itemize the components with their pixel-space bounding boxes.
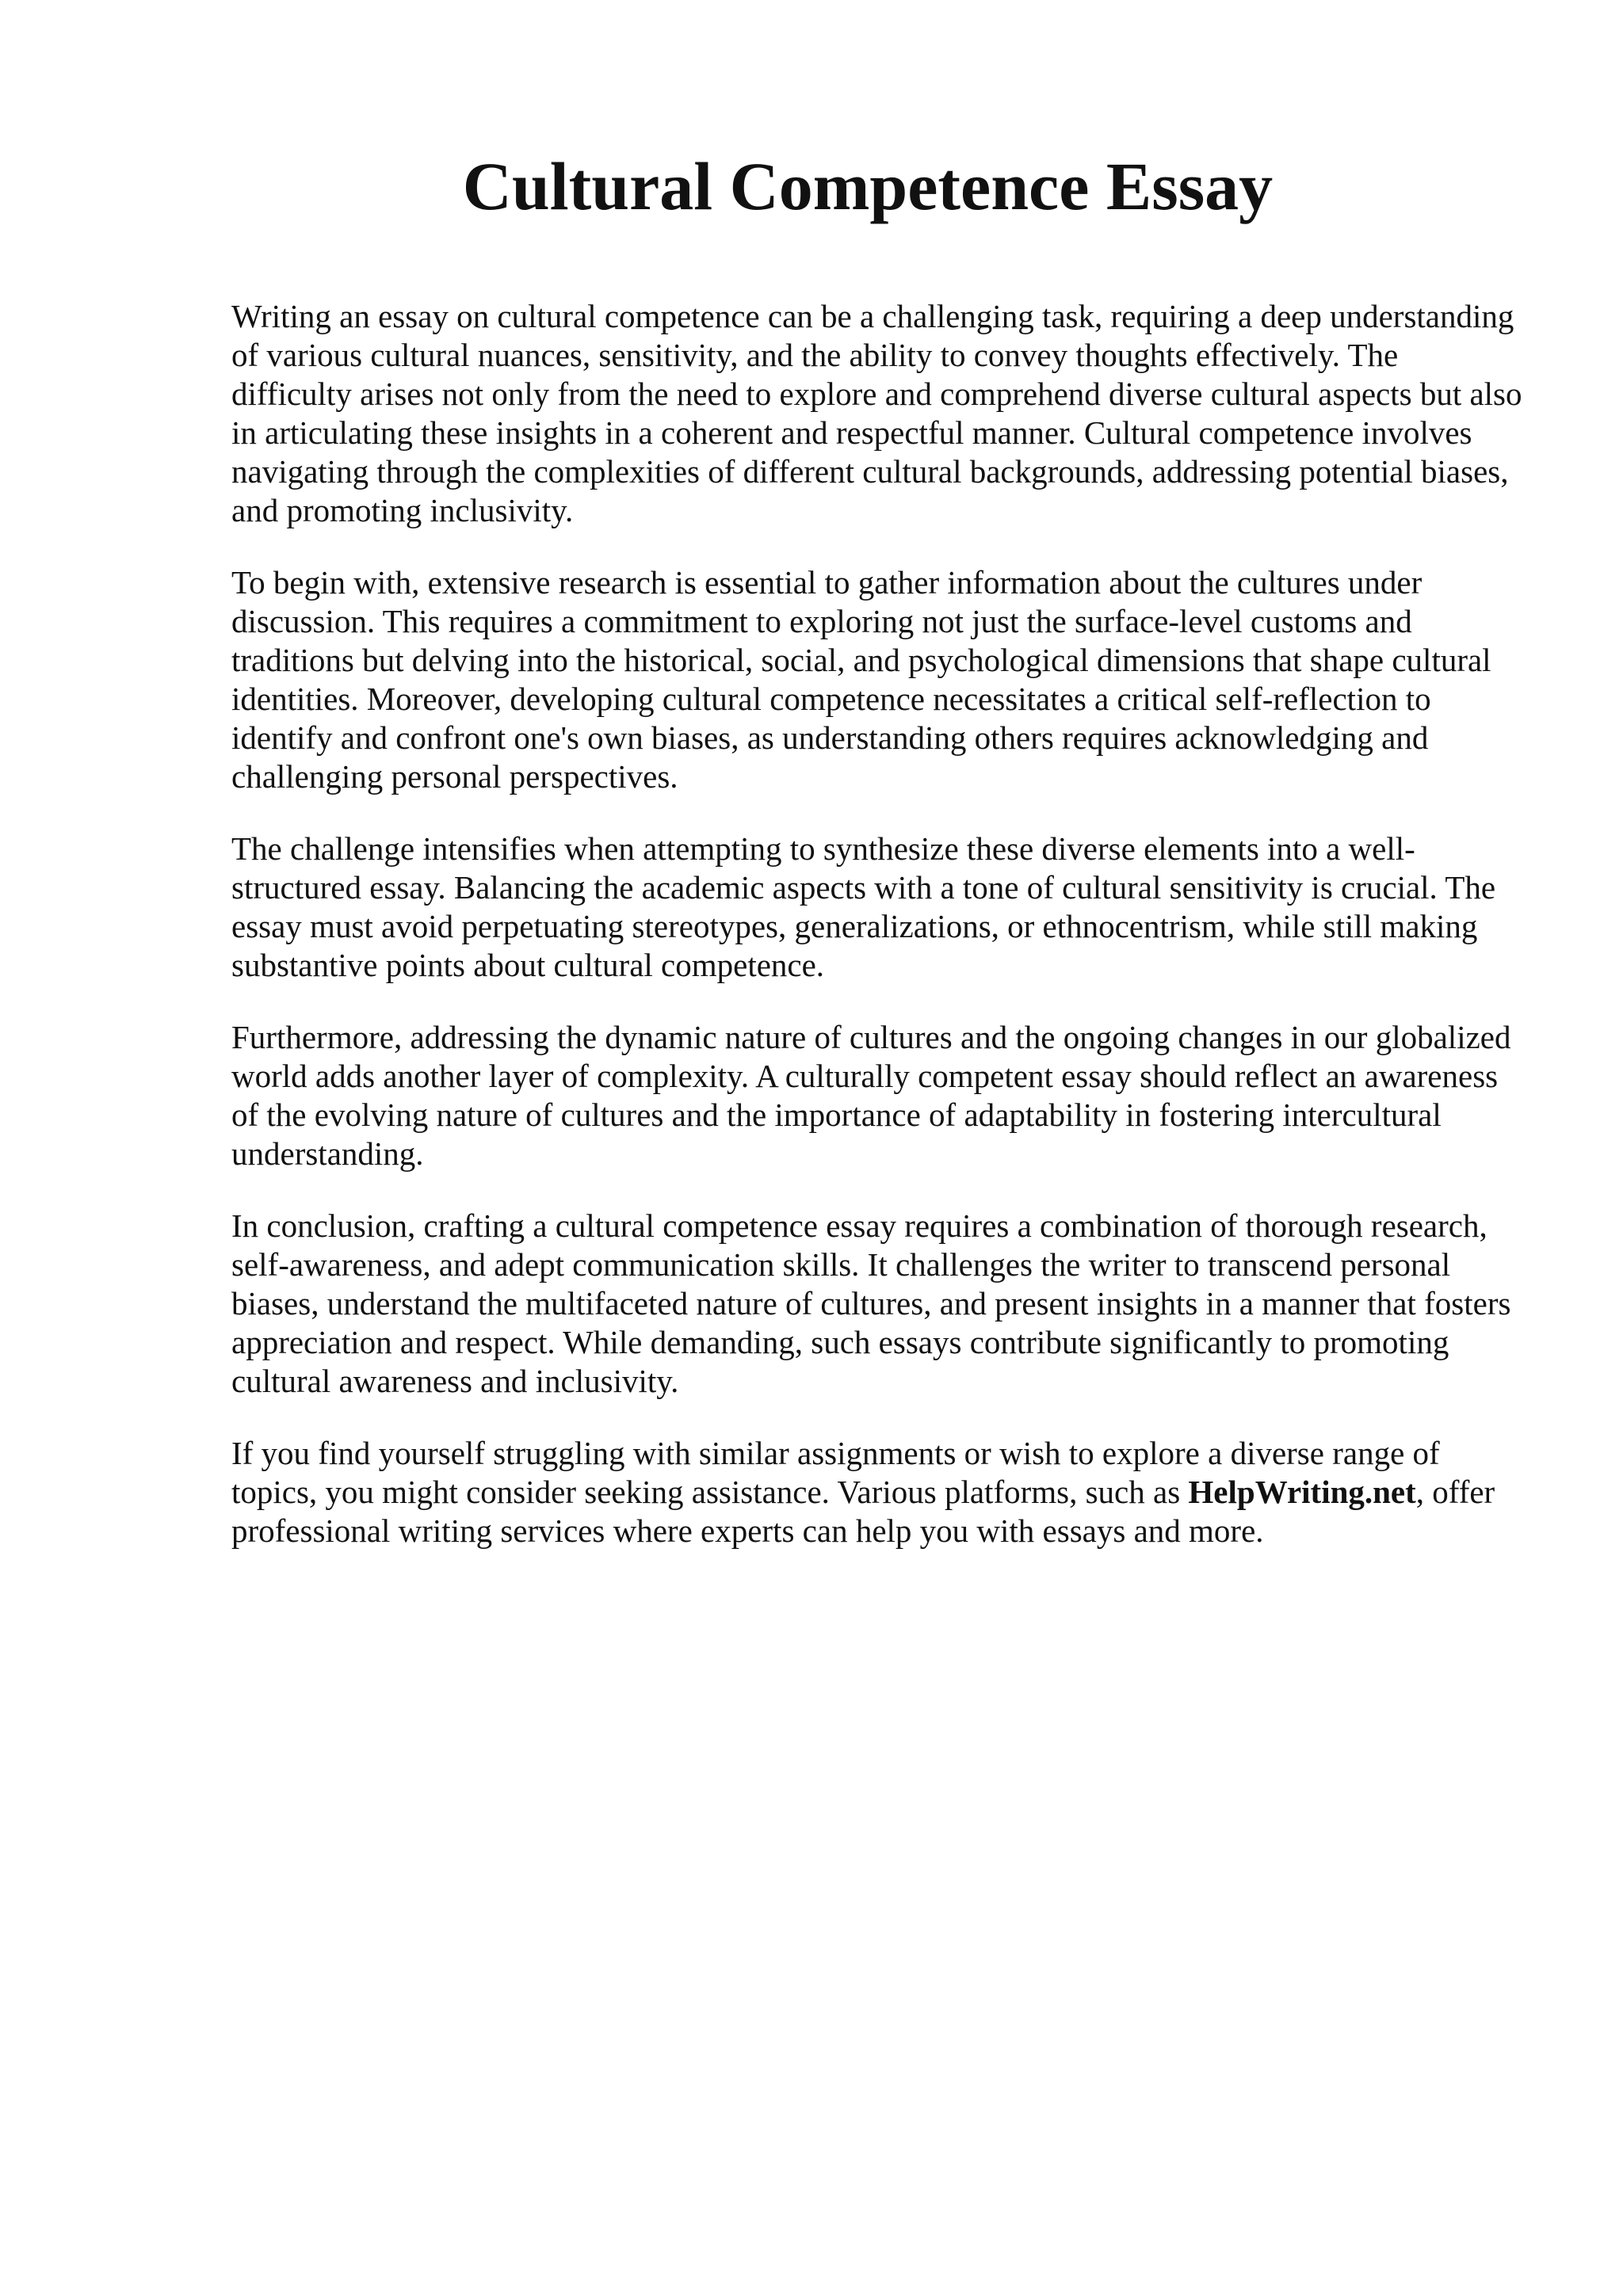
- document-body: [231, 297, 1525, 1584]
- paragraph-challenge: The challenge intensifies when attempting to synthesize these diverse elements into a well-structured essay. Balancing the academic aspects with a tone of cultural sensitivity is crucial. The essay must avoid perpetuating stereotypes, generalizations, or ethnocentrism, while still making substantive points about cultural competence.: [231, 830, 1496, 983]
- closing-text-before-link: If you find yourself struggling with similar assignments or wish to explore a diverse range of topics, you might consider seeking assistance. Various platforms, such as: [231, 1435, 1440, 1510]
- paragraph-closing: [231, 1434, 1525, 1550]
- helpwriting-link[interactable]: HelpWriting.net: [1188, 1474, 1416, 1510]
- paragraph-research: To begin with, extensive research is essential to gather information about the cultures under discussion. This requires a commitment to exploring not just the surface-level customs and traditions but delving into the historical, social, and psychological dimensions that shape cultural identities. Moreover, developing cultural competence necessitates a critical self-reflection to identify and confront one's own biases, as understanding others requires acknowledging and challenging personal perspectives.: [231, 564, 1491, 795]
- closing-text-after-link: , offer professional writing services where experts can help you with essays and more.: [231, 1474, 1495, 1549]
- paragraph-dynamic-nature: Furthermore, addressing the dynamic nature of cultures and the ongoing changes in our globalized world adds another layer of complexity. A culturally competent essay should reflect an awareness of the evolving nature of cultures and the importance of adaptability in fostering intercultural understanding.: [231, 1019, 1511, 1172]
- paragraph-intro: Writing an essay on cultural competence can be a challenging task, requiring a deep understanding of various cultural nuances, sensitivity, and the ability to convey thoughts effectively. The difficulty arises not only from the need to explore and comprehend diverse cultural aspects but also in articulating these insights in a coherent and respectful manner. Cultural competence involves navigating through the complexities of different cultural backgrounds, addressing potential biases, and promoting inclusivity.: [231, 298, 1522, 528]
- paragraph-conclusion: In conclusion, crafting a cultural competence essay requires a combination of thorough research, self-awareness, and adept communication skills. It challenges the writer to transcend personal biases, understand the multifaceted nature of cultures, and present insights in a manner that fosters appreciation and respect. While demanding, such essays contribute significantly to promoting cultural awareness and inclusivity.: [231, 1207, 1511, 1399]
- document-title: Cultural Competence Essay: [462, 148, 1274, 224]
